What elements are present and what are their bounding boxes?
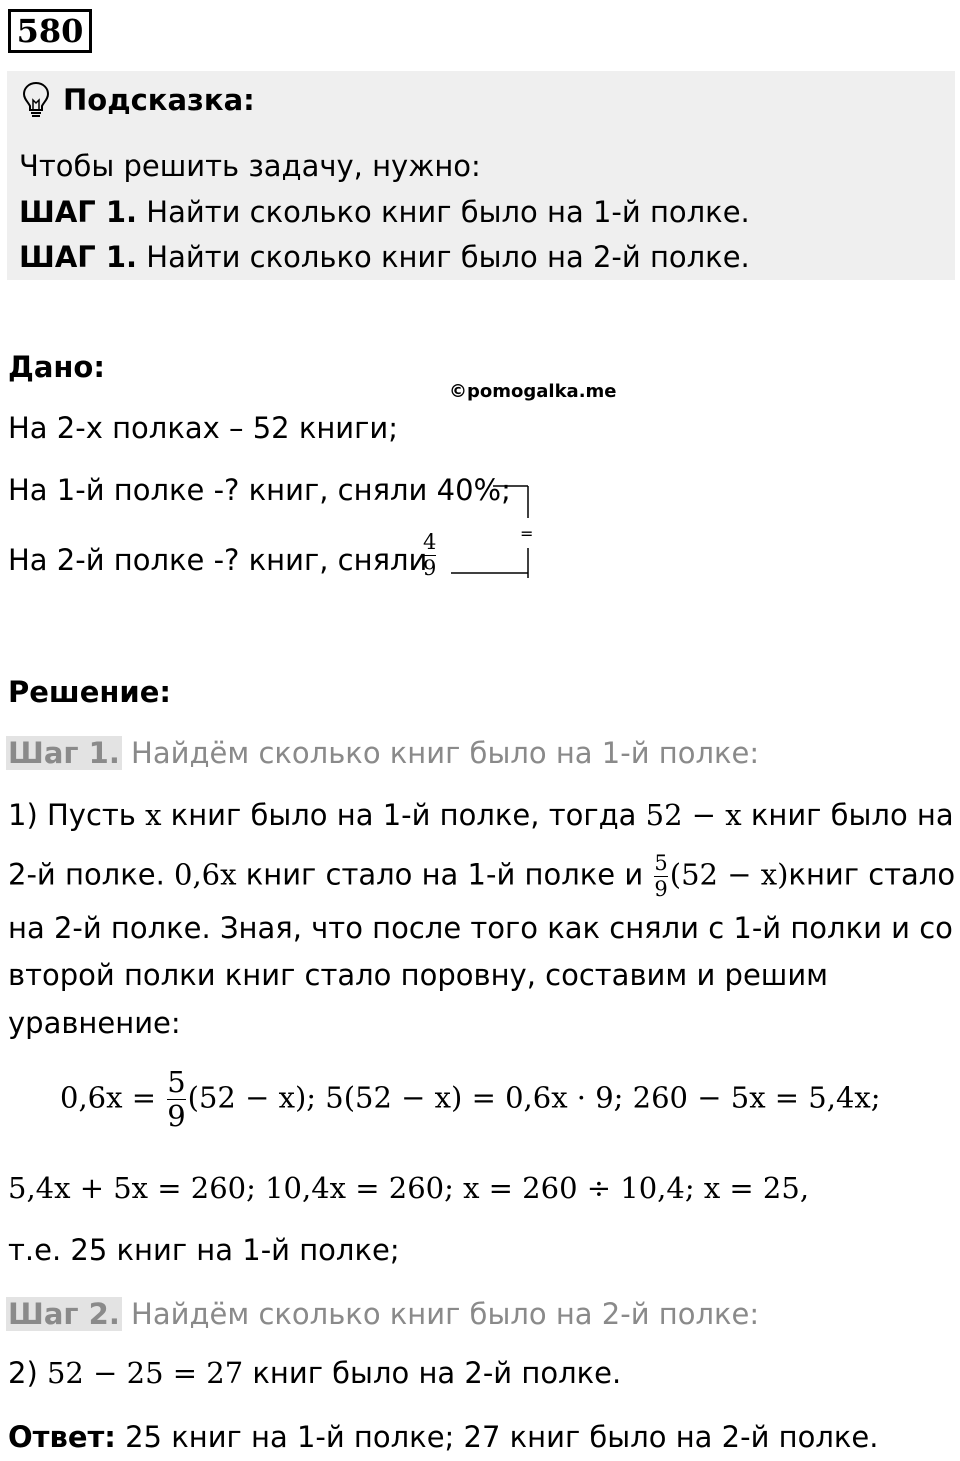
p2-text-b: книг стало на 1-й полке и — [236, 857, 653, 892]
p1-var-x: x — [145, 798, 162, 832]
hint-step-2-label: ШАГ 1. — [19, 240, 138, 274]
step1-label: Шаг 1. — [8, 736, 120, 770]
hint-step-1-label: ШАГ 1. — [19, 195, 138, 229]
eq1-text-b: (52 − x); 5(52 − x) = 0,6x · 9; 260 − 5x = 5,4x; — [187, 1080, 881, 1115]
problem-number: 580 — [8, 9, 92, 53]
s2-text-b: книг было на 2-й полке. — [243, 1356, 622, 1390]
given-fraction-denominator: 9 — [423, 556, 437, 580]
solution-para-4: второй полки книг стало поровну, составим и решим — [8, 958, 829, 992]
given-fraction-numerator: 4 — [423, 530, 437, 554]
answer — [8, 1419, 878, 1455]
hint-title: Подсказка: — [63, 83, 255, 117]
hint-step-1 — [19, 194, 750, 230]
eq1-fraction-numerator: 5 — [167, 1065, 186, 1099]
p1-text-c: книг было на — [741, 798, 954, 832]
lightbulb-icon — [20, 80, 52, 120]
watermark: ©pomogalka.me — [449, 381, 617, 402]
s2-expr: 52 − 25 = 27 — [46, 1356, 244, 1390]
p1-expr: 52 − x — [645, 798, 742, 832]
p1-text-b: книг было на 1-й полке, тогда — [161, 798, 646, 832]
eq1-fraction-denominator: 9 — [167, 1099, 186, 1133]
answer-text: 25 книг на 1-й полке; 27 книг было на 2-й полке. — [115, 1420, 879, 1454]
given-line-2: На 1-й полке -? книг, сняли 40%; — [8, 473, 511, 507]
p2-expr-2: (52 − x) — [669, 857, 789, 892]
eq1-fraction — [167, 1065, 186, 1133]
p2-fraction-numerator: 5 — [654, 851, 668, 875]
step2-calc — [8, 1355, 621, 1391]
p2-text-c: книг стало — [788, 857, 956, 892]
hint-intro: Чтобы решить задачу, нужно: — [19, 149, 481, 183]
answer-label: Ответ: — [8, 1420, 116, 1454]
given-title: Дано: — [8, 350, 105, 384]
given-line-1: На 2-х полках – 52 книги; — [8, 411, 399, 445]
solution-para-1 — [8, 797, 954, 833]
given-fraction — [423, 532, 436, 579]
step1-text: Найдём сколько книг было на 1-й полке: — [121, 736, 760, 770]
hint-step-2-text: Найти сколько книг было на 2-й полке. — [137, 240, 750, 274]
solution-para-3: на 2-й полке. Зная, что после того как сняли с 1-й полки и со — [8, 911, 953, 945]
hint-step-1-text: Найти сколько книг было на 1-й полке. — [137, 195, 750, 229]
solution-title: Решение: — [8, 675, 172, 709]
step1-heading — [6, 735, 759, 771]
step2-label: Шаг 2. — [8, 1297, 120, 1331]
p2-fraction-denominator: 9 — [654, 877, 668, 901]
result-1: т.е. 25 книг на 1-й полке; — [8, 1233, 400, 1267]
solution-para-5: уравнение: — [8, 1006, 181, 1040]
given-line-3: На 2-й полке -? книг, сняли — [8, 543, 428, 577]
equation-1 — [60, 1065, 881, 1133]
solution-para-2 — [8, 853, 955, 900]
s2-text-a: 2) — [8, 1356, 47, 1390]
p2-text-a: 2-й полке. — [8, 857, 175, 892]
equation-2: 5,4x + 5x = 260; 10,4x = 260; x = 260 ÷ 10,4; x = 25, — [8, 1171, 810, 1205]
hint-step-2 — [19, 239, 750, 275]
eq1-text-a: 0,6x = — [60, 1080, 166, 1115]
step2-heading — [6, 1296, 759, 1332]
step2-text: Найдём сколько книг было на 2-й полке: — [121, 1297, 760, 1331]
equal-sign: = — [520, 524, 534, 543]
p2-fraction — [654, 853, 667, 900]
p2-expr: 0,6x — [174, 857, 237, 892]
p1-text-a: 1) Пусть — [8, 798, 146, 832]
